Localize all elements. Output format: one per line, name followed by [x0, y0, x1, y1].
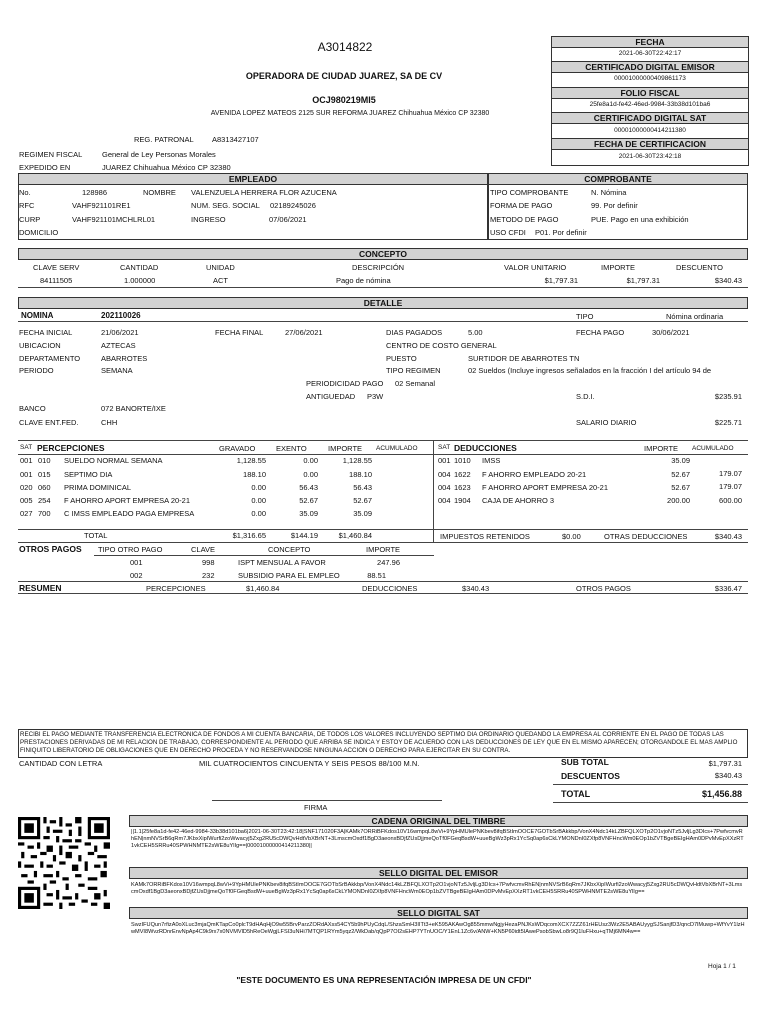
ubicacion-value: AZTECAS [101, 341, 136, 350]
ded-header-line [434, 454, 748, 455]
fecha-inicial-value: 21/06/2021 [101, 328, 139, 337]
sdi-label: S.D.I. [576, 392, 595, 401]
comp-tipo-value: N. Nómina [591, 188, 627, 197]
concepto-col-clave: CLAVE SERV [33, 263, 80, 272]
totals-top-line [18, 529, 748, 530]
emp-ingreso-label: INGRESO [191, 215, 226, 224]
regimen-value: 02 Sueldos (Incluye ingresos señalados en la fracción I del artículo 94 de [468, 366, 712, 375]
banco-label: BANCO [19, 404, 46, 413]
otros-row-tipo: 001 [130, 558, 143, 567]
resumen-top-line [18, 581, 748, 582]
emp-curp-label: CURP [19, 215, 41, 224]
perc-total-label: TOTAL [84, 531, 108, 540]
concepto-cantidad: 1.000000 [124, 276, 156, 285]
perc-ded-divider [433, 440, 434, 542]
tipo-nomina-label: TIPO [576, 312, 594, 321]
otros-header-line [94, 555, 434, 556]
otras-ded-label: OTRAS DEDUCCIONES [604, 532, 688, 541]
resumen-ded-label: DEDUCCIONES [362, 584, 418, 593]
empleado-header: EMPLEADO [18, 173, 488, 185]
cert-emisor-header: CERTIFICADO DIGITAL EMISOR [551, 61, 749, 73]
nomina-label: NOMINA [21, 311, 54, 320]
perc-row-sat: 020 [20, 483, 33, 492]
perc-row-code: 254 [38, 496, 51, 505]
centro-costo-label: CENTRO DE COSTO GENERAL [386, 341, 497, 350]
legal-text: RECIBI EL PAGO MEDIANTE TRANSFERENCIA ELECTRONICA DE FONDOS A MI CUENTA BANCARIA, DE TODOS LOS VALORES INCLUYENDO SEPTIMO DIA ORDINARIO QUEDANDO LA EMPRESA AL CORRIENTE EN EL PAGO DE TODAS LAS PRESTACIONES DERIVADAS DE MI RELACION DE TRABAJO, CORRESPONDIENTE AL PERIODO QUE ARRIBA SE INDICA Y ESTOY DE ACUERDO CON LAS DEDUCCIONES DE LEY QUE EN EL MISMO APARECEN; OTORGANDOLE EL MAS AMPLIO FINIQUITO LIBERATORIO DE OBLIGACIONES QUE EN DERECHO PROCEDA Y NO RESERVANDOSE NINGUNA ACCION O DERECHO PARA EJERCITAR EN SU CONTRA. [20, 731, 738, 754]
sdi-value: $235.91 [714, 392, 742, 401]
resumen-bottom-line [18, 593, 748, 594]
dias-label: DIAS PAGADOS [386, 328, 443, 337]
emp-rfc-value: VAHF921101RE1 [72, 201, 131, 210]
emp-nss-label: NUM. SEG. SOCIAL [191, 201, 260, 210]
perc-top-line [18, 440, 748, 441]
perc-row-gravado: 188.10 [243, 470, 266, 479]
concepto-descuento: $340.43 [714, 276, 742, 285]
concepto-col-valor: VALOR UNITARIO [504, 263, 567, 272]
sello-sat-text: SwzIFUQun7rfizA0oXLuc3mjaQmKTapCo0plcT9dHAqHjO9w55BrvParzZORdAXss54CY5b9hPUyCdqL/ShzaSmH3IITt3+eK595AKAwOg855mmwNgjyHezaPNJKsWDqcomXCX7ZZZ61rHEUsz3Wz2E5ABAUyygSJSanjfD3/qncD7lMuwp+WfYvY1lzHwMVI8WvzRDnrEnvNpAp4C9k9rx7x0NVMVlD5hReOeWgjLFSI3uNHi7MTQP1RYm5yqz2/WkDab/qQpP7OI2sEHP7YTnUOC/Y1EnL1Zc6v/ANW+KN5P60idt5IAwePsobSbwLo8r9Q1luFHxu+qTMj6MN4w== [131, 922, 745, 935]
ded-row-name: F AHORRO EMPLEADO 20-21 [482, 470, 587, 479]
otros-col-importe: IMPORTE [366, 545, 401, 554]
otros-row-importe: 88.51 [367, 571, 386, 580]
cantidad-letra-label: CANTIDAD CON LETRA [19, 759, 103, 768]
company-address: AVENIDA LOPEZ MATEOS 2125 SUR REFORMA JUAREZ Chihuahua México CP 32380 [210, 110, 490, 117]
fecha-header: FECHA [551, 36, 749, 48]
perc-row-sat: 001 [20, 470, 33, 479]
fecha-final-label: FECHA FINAL [215, 328, 264, 337]
fecha-cert-header: FECHA DE CERTIFICACION [551, 138, 749, 150]
otros-col-concepto: CONCEPTO [268, 545, 311, 554]
emp-nombre-label: NOMBRE [143, 188, 176, 197]
page-number: Hoja 1 / 1 [708, 963, 736, 970]
emp-rfc-label: RFC [19, 201, 35, 210]
percepciones-title: PERCEPCIONES [37, 443, 105, 453]
perc-row-exento: 52.67 [299, 496, 318, 505]
fecha-pago-label: FECHA PAGO [576, 328, 625, 337]
perc-header-line [18, 454, 433, 455]
fecha-pago-value: 30/06/2021 [652, 328, 690, 337]
resumen-title: RESUMEN [19, 583, 62, 593]
otros-col-clave: CLAVE [191, 545, 216, 554]
emp-domicilio-label: DOMICILIO [19, 228, 59, 237]
perc-sat-label: SAT [20, 444, 33, 451]
reg-patronal-value: A8313427107 [212, 135, 259, 144]
comp-metodo-value: PUE. Pago en una exhibición [591, 215, 689, 224]
comprobante-header: COMPROBANTE [488, 173, 748, 185]
detalle-header: DETALLE [18, 297, 748, 309]
depto-value: ABARROTES [101, 354, 148, 363]
ded-row-sat: 001 [438, 456, 451, 465]
dias-value: 5.00 [468, 328, 483, 337]
ded-sat-label: SAT [438, 444, 451, 451]
regimen-value: General de Ley Personas Morales [102, 150, 216, 159]
perc-total-gravado: $1,316.65 [232, 531, 266, 540]
perc-row-sat: 001 [20, 456, 33, 465]
puesto-label: PUESTO [386, 354, 417, 363]
otros-row-tipo: 002 [130, 571, 143, 580]
concepto-col-descuento: DESCUENTO [676, 263, 723, 272]
expedido-value: JUAREZ Chihuahua México CP 32380 [102, 163, 231, 172]
concepto-col-importe: IMPORTE [601, 263, 636, 272]
cfdi-legend: "ESTE DOCUMENTO ES UNA REPRESENTACIÓN IMPRESA DE UN CFDI" [236, 975, 532, 985]
concepto-valor: $1,797.31 [544, 276, 578, 285]
ded-col-importe: IMPORTE [644, 444, 679, 453]
reg-patronal-label: REG. PATRONAL [134, 135, 194, 144]
perc-row-gravado: 0.00 [251, 509, 266, 518]
concepto-unidad: ACT [213, 276, 228, 285]
sello-emisor-text: KAMk7ORRiBFKdos10V16wmpqL8wVi+9YpHMUlePNKbev8ifqBStImOOCE7GOTbSrBAkkbp/VonX4Ndc14kLZBFQLXOTp2O1vjoNTz5JvljLg3DIcs+7PwfvcmvRhEN|nmNVSrB6qRm7JKbxXipIWurfi2zoWwacyj5Zxg2RU5cDWQvHdtVbXBrNT+3LmscmOxdf1BgD3aeonxBDjfZUsDjjmeQoTf0FGeqBsdW+uueBgWz3pRx1YcSq0ap6sCkLYMONDnI0ZXfp8VNFHncWm0EOp1bZVTBgeBEIgHAm0DPvMvEpXXzRT1vkCEH5SRRu40SPWHNMTE2sWE8uYlIg== [131, 882, 743, 895]
sello-sat-header: SELLO DIGITAL SAT [129, 907, 748, 919]
otros-row-importe: 247.96 [377, 558, 400, 567]
ded-row-importe: 35.09 [671, 456, 690, 465]
perc-row-gravado: 0.00 [251, 496, 266, 505]
perc-row-name: PRIMA DOMINICAL [64, 483, 132, 492]
perc-row-gravado: 0.00 [251, 483, 266, 492]
emp-nss-value: 02189245026 [270, 201, 316, 210]
perc-row-gravado: 1,128.55 [236, 456, 266, 465]
deducciones-title: DEDUCCIONES [454, 443, 517, 453]
qr-code [18, 817, 110, 909]
emp-ingreso-value: 07/06/2021 [269, 215, 307, 224]
perc-col-importe: IMPORTE [328, 444, 363, 453]
nomina-value: 202110026 [101, 311, 141, 320]
sello-emisor-header: SELLO DIGITAL DEL EMISOR [129, 867, 748, 879]
comp-uso-label: USO CFDI [490, 228, 526, 237]
comp-forma-label: FORMA DE PAGO [490, 201, 553, 210]
perc-row-code: 010 [38, 456, 51, 465]
antiguedad-label: ANTIGUEDAD [306, 392, 356, 401]
otros-row-concepto: SUBSIDIO PARA EL EMPLEO [238, 571, 340, 580]
perc-row-name: SEPTIMO DIA [64, 470, 113, 479]
perc-row-importe: 35.09 [353, 509, 372, 518]
tipo-nomina-value: Nómina ordinaria [666, 312, 724, 321]
total-label: TOTAL [561, 789, 591, 799]
perc-row-sat: 027 [20, 509, 33, 518]
ded-row-acum: 179.07 [719, 482, 742, 491]
ded-row-name: F AHORRO APORT EMPRESA 20-21 [482, 483, 609, 492]
otros-row-concepto: ISPT MENSUAL A FAVOR [238, 558, 326, 567]
folio-fiscal-header: FOLIO FISCAL [551, 87, 749, 99]
cadena-text: ||1.1|25fe8a1d-fe42-46ed-9984-33b38d101ba6|2021-06-30T23:42:18|SNF171020F3A|KAMk7ORRiBFKdos10V16wmpqL8wVi+9YpHMUlePNKbev8ifqBStImOOCE7GOTbSrBAkkbp/VonX4Ndc14kLZBFQLXOTp2O1vjoNTz5JvljLg3DIcs+7PwfvcmvRhEN|nmNVSrB6qRm7JKbxXipIWurfi2zoWwacyj5Zxg2RU5cDWQvHdtVbXBrNT+3LmscmOxdf1BgD3aeonxBDjfZUsDjjmeQoTf0FGeqBsdW+uueBgWz3pRx1YcSq0ap6sCkLYMONDnI0ZXfp8VNFHncWm0EOp1bZVTBgeBEIgHAm0DPvMvEpXXzRT1vkCEH5SRRu40SPWHNMTE2sWE8uYlIg==|00001000000414211380|| [131, 829, 744, 849]
comp-metodo-label: METODO DE PAGO [490, 215, 559, 224]
periodicidad-value: 02 Semanal [395, 379, 436, 388]
perc-row-code: 700 [38, 509, 51, 518]
fecha-inicial-label: FECHA INICIAL [19, 328, 73, 337]
ded-row-sat: 004 [438, 496, 451, 505]
salario-label: SALARIO DIARIO [576, 418, 637, 427]
ded-row-importe: 200.00 [667, 496, 690, 505]
comp-uso-value: P01. Por definir [535, 228, 587, 237]
cantidad-letra-value: MIL CUATROCIENTOS CINCUENTA Y SEIS PESOS 88/100 M.N. [199, 759, 420, 768]
descuentos-label: DESCUENTOS [561, 771, 620, 781]
perc-row-exento: 56.43 [299, 483, 318, 492]
cadena-header: CADENA ORIGINAL DEL TIMBRE [129, 815, 748, 827]
fecha-value: 2021-06-30T22:42:17 [618, 50, 682, 57]
firma-label: FIRMA [304, 803, 328, 812]
ded-row-acum: 600.00 [719, 496, 742, 505]
perc-row-exento: 0.00 [303, 470, 318, 479]
comp-tipo-label: TIPO COMPROBANTE [490, 188, 569, 197]
resumen-ded-value: $340.43 [462, 584, 490, 593]
resumen-perc-value: $1,460.84 [246, 584, 280, 593]
company-rfc: OCJ980219MI5 [312, 95, 376, 105]
periodicidad-label: PERIODICIDAD PAGO [306, 379, 384, 388]
depto-label: DEPARTAMENTO [19, 354, 81, 363]
antiguedad-value: P3W [367, 392, 384, 401]
ded-row-code: 1904 [454, 496, 471, 505]
perc-row-importe: 56.43 [353, 483, 372, 492]
expedido-label: EXPEDIDO EN [19, 163, 71, 172]
ubicacion-label: UBICACION [19, 341, 61, 350]
perc-row-sat: 005 [20, 496, 33, 505]
perc-total-exento: $144.19 [290, 531, 318, 540]
resumen-perc-label: PERCEPCIONES [146, 584, 206, 593]
perc-row-name: SUELDO NORMAL SEMANA [64, 456, 163, 465]
ded-row-code: 1623 [454, 483, 471, 492]
emp-curp-value: VAHF921101MCHLRL01 [72, 215, 156, 224]
otros-top-line [18, 542, 748, 543]
perc-row-importe: 188.10 [349, 470, 372, 479]
salario-value: $225.71 [714, 418, 742, 427]
descuentos-value: $340.43 [714, 771, 742, 780]
ded-row-sat: 004 [438, 483, 451, 492]
ded-col-acumulado: ACUMULADO [692, 445, 734, 452]
cert-sat-header: CERTIFICADO DIGITAL SAT [551, 112, 749, 124]
perc-total-importe: $1,460.84 [338, 531, 372, 540]
ded-row-importe: 52.67 [671, 470, 690, 479]
periodo-label: PERIODO [19, 366, 54, 375]
otros-col-tipo: TIPO OTRO PAGO [98, 545, 163, 554]
concepto-importe: $1,797.31 [626, 276, 660, 285]
perc-row-name: C IMSS EMPLEADO PAGA EMPRESA [64, 509, 195, 518]
total-value: $1,456.88 [701, 789, 742, 799]
concepto-descripcion: Pago de nómina [336, 276, 391, 285]
perc-row-code: 060 [38, 483, 51, 492]
ded-row-sat: 004 [438, 470, 451, 479]
perc-col-acumulado: ACUMULADO [376, 445, 418, 452]
retenidos-label: IMPUESTOS RETENIDOS [440, 532, 530, 541]
fiscal-box [551, 36, 749, 166]
otros-pagos-title: OTROS PAGOS [19, 544, 82, 554]
perc-col-gravado: GRAVADO [219, 444, 256, 453]
resumen-otros-value: $336.47 [714, 584, 742, 593]
ded-row-importe: 52.67 [671, 483, 690, 492]
subtotal-value: $1,797.31 [708, 759, 742, 768]
cert-emisor-value: 00001000000409861173 [614, 75, 686, 82]
ded-row-name: IMSS [482, 456, 501, 465]
perc-row-importe: 52.67 [353, 496, 372, 505]
firma-line [212, 800, 442, 801]
totals-line [553, 784, 748, 785]
emp-no-value: 128986 [82, 188, 108, 197]
concepto-col-unidad: UNIDAD [206, 263, 235, 272]
perc-row-name: F AHORRO APORT EMPRESA 20-21 [64, 496, 191, 505]
ded-row-acum: 179.07 [719, 469, 742, 478]
regimen-label: TIPO REGIMEN [386, 366, 441, 375]
puesto-value: SURTIDOR DE ABARROTES TN [468, 354, 580, 363]
ded-row-name: CAJA DE AHORRO 3 [482, 496, 555, 505]
concepto-clave: 84111505 [40, 276, 73, 285]
fecha-cert-value: 2021-06-30T23:42:18 [618, 153, 682, 160]
periodo-value: SEMANA [101, 366, 133, 375]
totals-line-2 [553, 802, 748, 803]
perc-row-exento: 35.09 [299, 509, 318, 518]
comp-forma-value: 99. Por definir [591, 201, 638, 210]
concepto-header: CONCEPTO [18, 248, 748, 260]
nomina-divider [18, 321, 748, 322]
company-name: OPERADORA DE CIUDAD JUAREZ, SA DE CV [245, 71, 443, 81]
otros-row-clave: 232 [202, 571, 215, 580]
cert-sat-value: 00001000000414211380 [614, 127, 686, 134]
concepto-col-cantidad: CANTIDAD [120, 263, 159, 272]
perc-col-exento: EXENTO [276, 444, 307, 453]
otros-row-clave: 998 [202, 558, 215, 567]
ded-row-code: 1622 [454, 470, 471, 479]
document-folio: A3014822 [317, 40, 373, 54]
perc-row-exento: 0.00 [303, 456, 318, 465]
emp-nombre-value: VALENZUELA HERRERA FLOR AZUCENA [191, 188, 337, 197]
clave-ent-label: CLAVE ENT.FED. [19, 418, 79, 427]
regimen-label: REGIMEN FISCAL [19, 150, 83, 159]
fecha-final-value: 27/06/2021 [285, 328, 323, 337]
folio-fiscal-value: 25fe8a1d-fe42-46ed-9984-33b38d101ba6 [589, 101, 711, 108]
perc-row-importe: 1,128.55 [342, 456, 372, 465]
ded-row-code: 1010 [454, 456, 471, 465]
banco-value: 072 BANORTE/IXE [101, 404, 166, 413]
concepto-col-descripcion: DESCRIPCIÓN [352, 263, 405, 272]
concepto-divider [18, 287, 748, 288]
otras-ded-value: $340.43 [714, 532, 742, 541]
subtotal-label: SUB TOTAL [561, 757, 609, 767]
emp-no-label: No. [19, 188, 31, 197]
retenidos-value: $0.00 [562, 532, 581, 541]
resumen-otros-label: OTROS PAGOS [576, 584, 631, 593]
clave-ent-value: CHH [101, 418, 118, 427]
perc-row-code: 015 [38, 470, 51, 479]
